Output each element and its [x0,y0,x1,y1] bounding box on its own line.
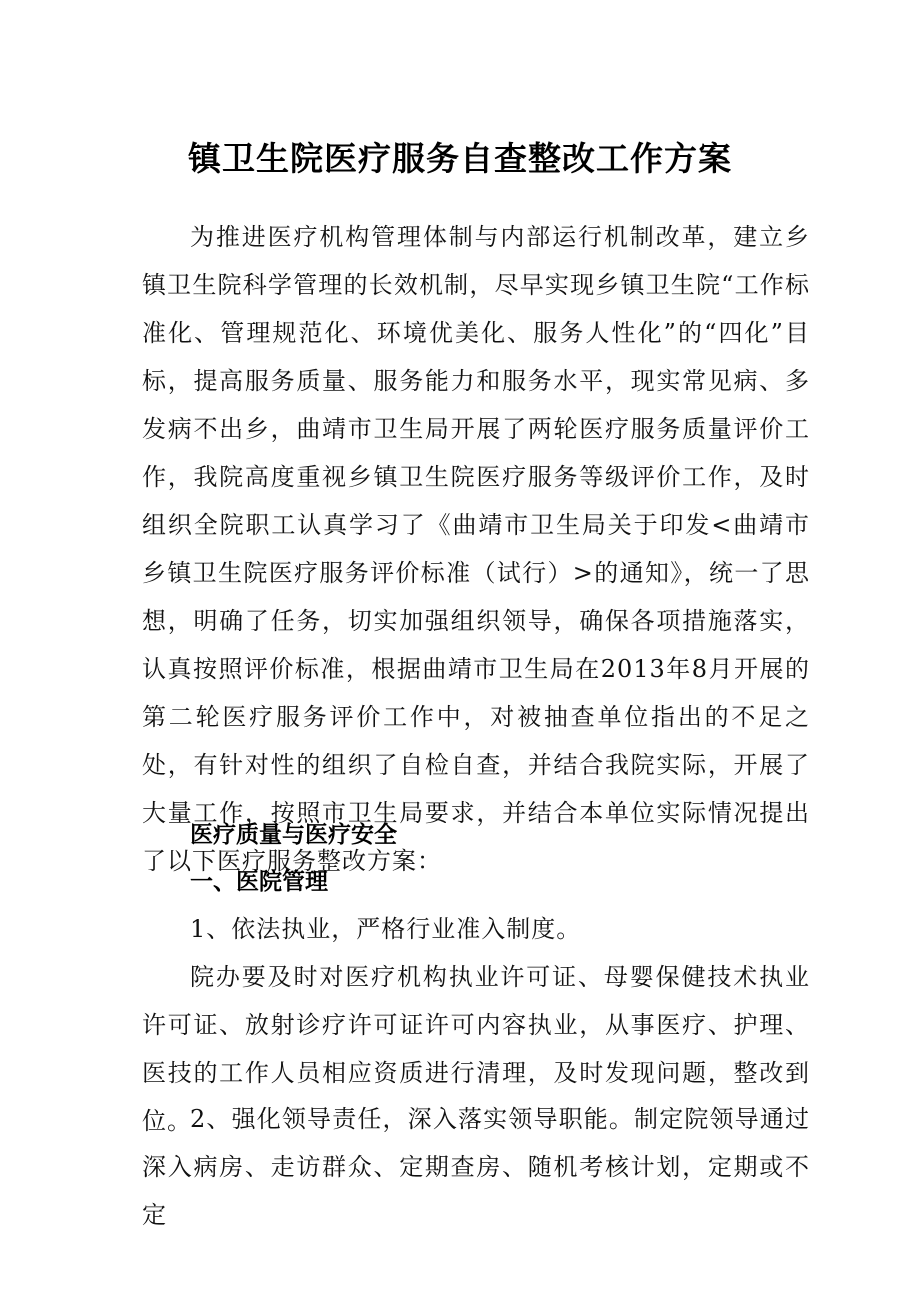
item2-body: 2、强化领导责任，深入落实领导职能。制定院领导通过深入病房、走访群众、定期查房、随机考核计划，定期或不定 [142,1105,810,1229]
document-title: 镇卫生院医疗服务自查整改工作方案 [188,139,732,179]
section-heading: 医疗质量与医疗安全 [190,822,397,848]
item1-body: 院办要及时对医疗机构执业许可证、母婴保健技术执业许可证、放射诊疗许可证许可内容执业，从事医疗、护理、医技的工作人员相应资质进行清理，及时发现问题，整改到位。 [142,963,810,1135]
intro-paragraph: 为推进医疗机构管理体制与内部运行机制改革，建立乡镇卫生院科学管理的长效机制，尽早实现乡镇卫生院“工作标准化、管理规范化、环境优美化、服务人性化”的“四化”目标，提高服务质量、服务能力和服务水平，现实常见病、多发病不出乡，曲靖市卫生局开展了两轮医疗服务质量评价工作，我院高度重视乡镇卫生院医疗服务等级评价工作，及时组织全院职工认真学习了《曲靖市卫生局关于印发<曲靖市乡镇卫生院医疗服务评价标准（试行）>的通知》，统一了思想，明确了任务，切实加强组织领导，确保各项措施落实，认真按照评价标准，根据曲靖市卫生局在2013年8月开展的第二轮医疗服务评价工作中，对被抽查单位指出的不足之处，有针对性的组织了自检自查，并结合我院实际，开展了大量工作，按照市卫生局要求，并结合本单位实际情况提出了以下医疗服务整改方案： [142,223,810,875]
subsection-heading: 一、医院管理 [190,869,328,895]
item1-title: 1、依法执业，严格行业准入制度。 [190,915,582,943]
